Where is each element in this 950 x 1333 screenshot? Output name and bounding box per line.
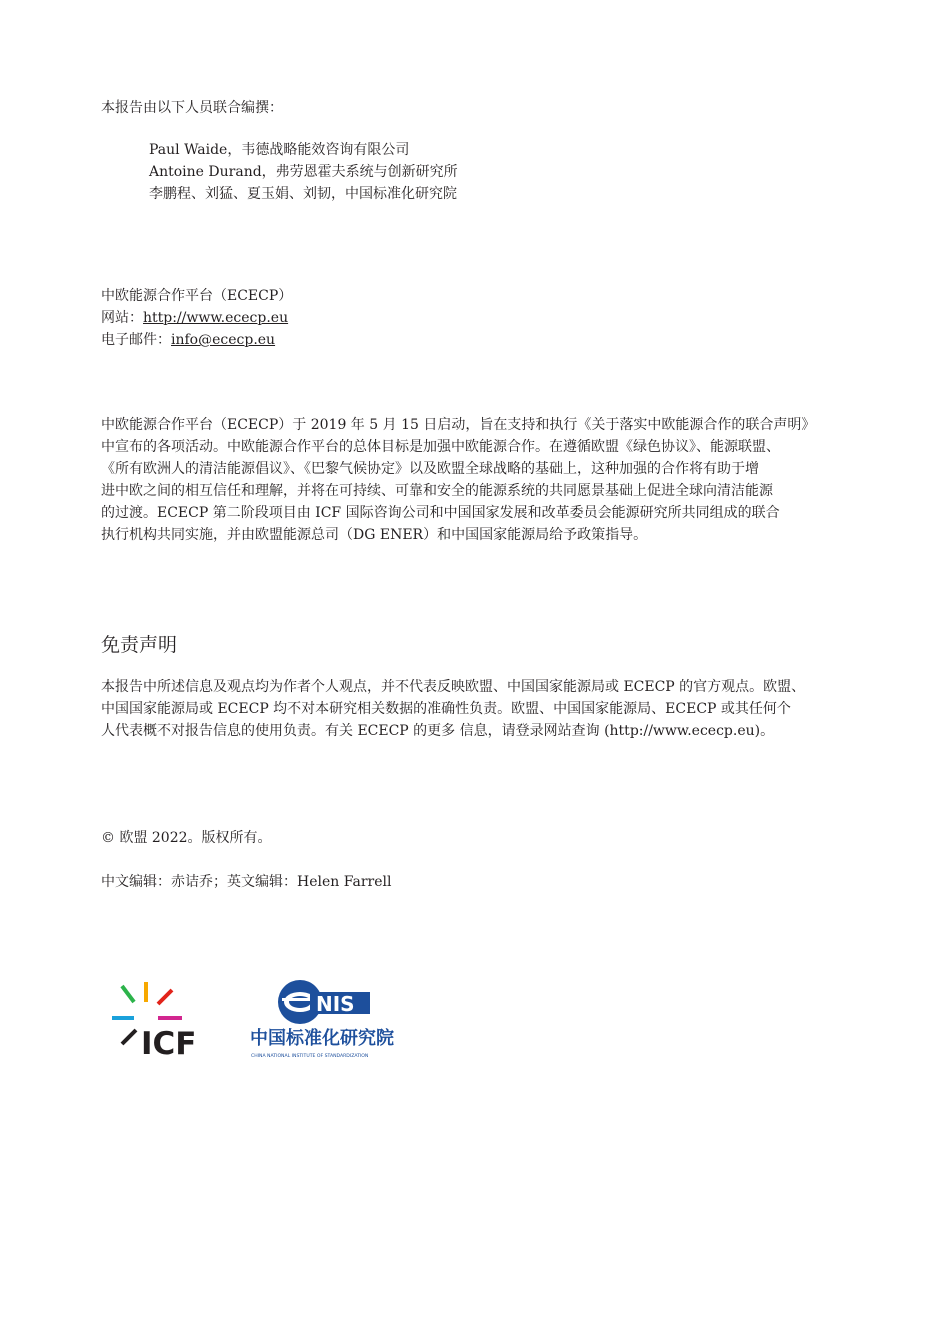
icf-logo bbox=[108, 978, 208, 1058]
about-line: 进中欧之间的相互信任和理解，并将在可持续、可靠和安全的能源系统的共同愿景基础上促进全球向清洁能源 bbox=[101, 483, 773, 499]
about-paragraph bbox=[101, 414, 853, 546]
author-line-1: Paul Waide，韦德战略能效咨询有限公司 bbox=[149, 142, 410, 158]
about-line: 执行机构共同实施，并由欧盟能源总司（DG ENER）和中国国家能源局给予政策指导。 bbox=[101, 527, 648, 543]
author-line-3: 李鹏程、刘猛、夏玉娟、刘韧，中国标准化研究院 bbox=[149, 186, 457, 202]
about-line: 的过渡。ECECP 第二阶段项目由 ICF 国际咨询公司和中国国家发展和改革委员会能源研究所共同组成的联合 bbox=[101, 505, 780, 521]
contact-email-row bbox=[101, 329, 275, 351]
authors-intro: 本报告由以下人员联合编撰： bbox=[101, 100, 283, 116]
disclaimer-line: 本报告中所述信息及观点均为作者个人观点，并不代表反映欧盟、中国国家能源局或 ECECP 的官方观点。欧盟、 bbox=[101, 679, 806, 695]
disclaimer-line: 中国国家能源局或 ECECP 均不对本研究相关数据的准确性负责。欧盟、中国国家能源局、ECECP 或其任何个 bbox=[101, 701, 791, 717]
copyright: © 欧盟 2022。版权所有。 bbox=[101, 830, 272, 846]
disclaimer-paragraph bbox=[101, 676, 853, 742]
disclaimer-line: 人代表概不对报告信息的使用负责。有关 ECECP 的更多 信息，请登录网站查询 (http://www.ececp.eu)。 bbox=[101, 723, 775, 739]
website-label: 网站： bbox=[101, 310, 143, 326]
cnis-text: NIS bbox=[316, 992, 355, 1016]
about-line: 中宣布的各项活动。中欧能源合作平台的总体目标是加强中欧能源合作。在遵循欧盟《绿色协议》、能源联盟、 bbox=[101, 439, 780, 455]
about-line: 中欧能源合作平台（ECECP）于 2019 年 5 月 15 日启动，旨在支持和执行《关于落实中欧能源合作的联合声明》 bbox=[101, 417, 816, 433]
about-line: 《所有欧洲人的清洁能源倡议》、《巴黎气候协定》以及欧盟全球战略的基础上，这种加强的合作将有助于增 bbox=[101, 461, 759, 477]
icf-text: ICF bbox=[141, 1026, 197, 1058]
icf-burst-icon bbox=[108, 978, 208, 1058]
cnis-chinese-name: 中国标准化研究院 bbox=[250, 1028, 394, 1049]
cnis-emblem-icon bbox=[248, 978, 400, 1060]
website-link[interactable]: http://www.ececp.eu bbox=[143, 310, 289, 326]
contact-org: 中欧能源合作平台（ECECP） bbox=[101, 288, 293, 304]
disclaimer-title: 免责声明 bbox=[101, 634, 178, 656]
cnis-english-name: CHINA NATIONAL INSTITUTE OF STANDARDIZATION bbox=[251, 1054, 369, 1059]
author-line-2: Antoine Durand，弗劳恩霍夫系统与创新研究所 bbox=[149, 164, 458, 180]
editors: 中文编辑：赤诘乔；英文编辑：Helen Farrell bbox=[101, 874, 392, 890]
cnis-logo bbox=[248, 978, 400, 1060]
email-link[interactable]: info@ececp.eu bbox=[171, 332, 276, 348]
email-label: 电子邮件： bbox=[101, 332, 171, 348]
contact-website-row bbox=[101, 307, 288, 329]
